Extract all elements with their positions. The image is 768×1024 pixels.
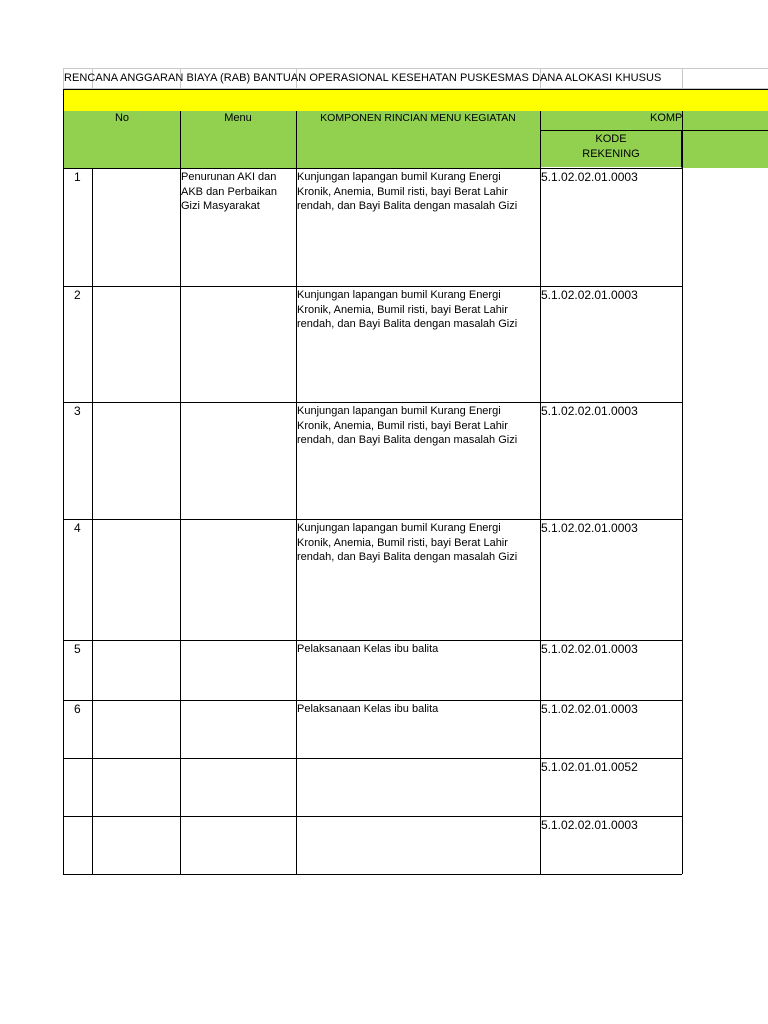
column-border <box>682 111 683 874</box>
row-kode-rekening: 5.1.02.02.01.0003 <box>541 521 638 535</box>
row-komponen: Kunjungan lapangan bumil Kurang Energi Kronik, Anemia, Bumil risti, bayi Berat Lahir rendah, dan Bayi Balita dengan masalah Gizi <box>297 405 518 446</box>
row-border <box>63 519 682 520</box>
row-border <box>63 168 682 169</box>
row-border <box>63 640 682 641</box>
column-border <box>296 111 297 874</box>
row-kode-rekening: 5.1.02.02.01.0003 <box>541 642 638 656</box>
header-divider <box>540 130 768 131</box>
column-border <box>92 168 93 874</box>
row-kode-rekening: 5.1.02.02.01.0003 <box>541 404 638 418</box>
row-border <box>63 700 682 701</box>
column-border <box>180 111 181 874</box>
header-komponen: KOMPONEN RINCIAN MENU KEGIATAN <box>320 112 516 124</box>
row-number: 6 <box>74 702 81 716</box>
row-kode-rekening: 5.1.02.02.01.0003 <box>541 288 638 302</box>
row-border <box>63 816 682 817</box>
highlight-row <box>63 89 768 111</box>
header-menu: Menu <box>224 112 252 124</box>
row-border <box>63 758 682 759</box>
row-border <box>63 402 682 403</box>
row-komponen: Pelaksanaan Kelas ibu balita <box>297 643 439 655</box>
header-no: No <box>114 112 130 124</box>
column-border <box>63 111 64 874</box>
row-kode-rekening: 5.1.02.02.01.0003 <box>541 818 638 832</box>
row-komponen: Kunjungan lapangan bumil Kurang Energi Kronik, Anemia, Bumil risti, bayi Berat Lahir rendah, dan Bayi Balita dengan masalah Gizi <box>297 289 518 330</box>
row-number: 1 <box>74 170 81 184</box>
row-kode-rekening: 5.1.02.02.01.0003 <box>541 170 638 184</box>
row-komponen: Kunjungan lapangan bumil Kurang Energi Kronik, Anemia, Bumil risti, bayi Berat Lahir rendah, dan Bayi Balita dengan masalah Gizi <box>297 522 518 563</box>
row-komponen: Kunjungan lapangan bumil Kurang Energi Kronik, Anemia, Bumil risti, bayi Berat Lahir rendah, dan Bayi Balita dengan masalah Gizi <box>297 171 518 212</box>
row-menu: Penurunan AKI dan AKB dan Perbaikan Gizi Masyarakat <box>181 171 278 212</box>
row-number: 5 <box>74 642 81 656</box>
header-komp-cut: KOMP <box>650 112 683 124</box>
row-number: 2 <box>74 288 81 302</box>
row-komponen: Pelaksanaan Kelas ibu balita <box>297 703 439 715</box>
header-rekening: REKENING <box>582 148 640 160</box>
header-kode: KODE <box>595 133 627 145</box>
document-title: RENCANA ANGGARAN BIAYA (RAB) BANTUAN OPERASIONAL KESEHATAN PUSKESMAS DANA ALOKASI KHUSUS <box>64 72 662 84</box>
row-kode-rekening: 5.1.02.01.01.0052 <box>541 760 638 774</box>
row-border <box>63 286 682 287</box>
row-number: 3 <box>74 404 81 418</box>
row-kode-rekening: 5.1.02.02.01.0003 <box>541 702 638 716</box>
row-number: 4 <box>74 521 81 535</box>
row-border <box>63 874 682 875</box>
